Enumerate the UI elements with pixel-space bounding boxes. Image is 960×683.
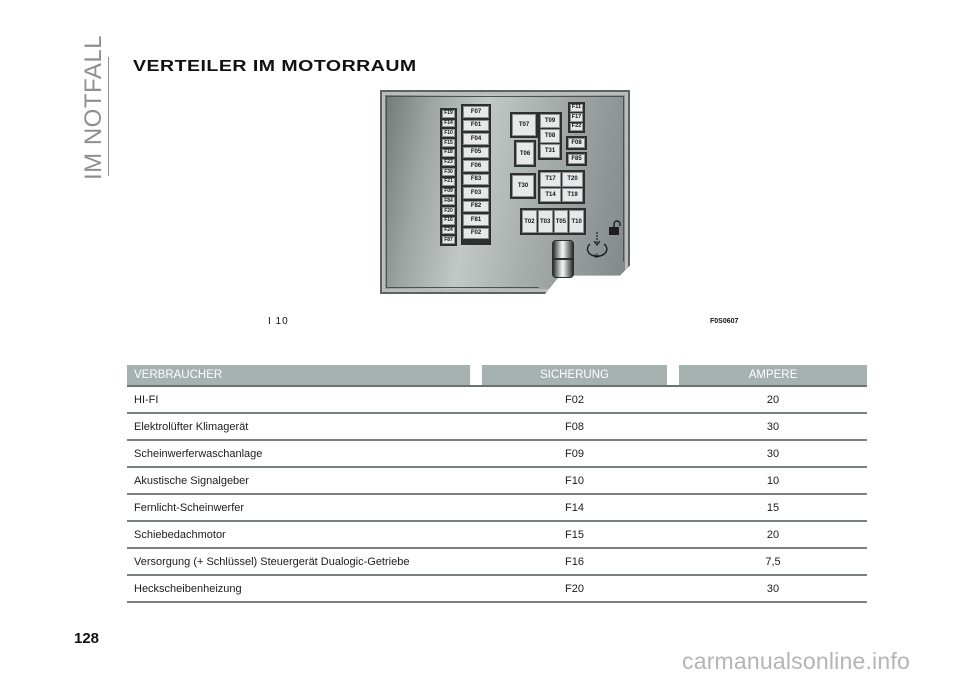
fuse-group-top-right bbox=[568, 102, 585, 133]
consumer-cell: HI-FI bbox=[127, 386, 470, 413]
relay-stack bbox=[538, 112, 562, 160]
ampere-cell: 15 bbox=[679, 494, 867, 521]
relay-label: T10 bbox=[569, 210, 584, 233]
cell-gap bbox=[667, 575, 679, 602]
table-row bbox=[127, 521, 867, 548]
fuse: F18 bbox=[442, 149, 455, 157]
cell-gap bbox=[667, 521, 679, 548]
fuse: F22 bbox=[571, 123, 582, 130]
consumer-cell: Schiebedachmotor bbox=[127, 521, 470, 548]
fuse: F10 bbox=[442, 129, 455, 137]
column-gap bbox=[667, 365, 679, 386]
fuse: F14 bbox=[442, 120, 455, 128]
consumer-cell: Elektrolüfter Klimagerät bbox=[127, 413, 470, 440]
rotate-icon bbox=[583, 230, 611, 260]
large-fuse-column bbox=[461, 104, 491, 245]
relay-label: T19 bbox=[562, 188, 583, 203]
fuse: F82 bbox=[463, 201, 489, 213]
table-row bbox=[127, 413, 867, 440]
fuse-cell: F14 bbox=[482, 494, 667, 521]
fuse: F02 bbox=[463, 228, 489, 240]
fuse-f85 bbox=[566, 152, 587, 166]
cell-gap bbox=[470, 413, 482, 440]
fuse: F87 bbox=[442, 236, 455, 244]
consumer-cell: Heckscheibenheizung bbox=[127, 575, 470, 602]
fuse: F83 bbox=[463, 174, 489, 186]
ampere-cell: 10 bbox=[679, 467, 867, 494]
small-fuse-column bbox=[440, 108, 457, 246]
relay-label: T20 bbox=[562, 172, 583, 187]
fuse: F11 bbox=[571, 104, 582, 111]
fuse: F30 bbox=[442, 168, 455, 176]
cell-gap bbox=[470, 575, 482, 602]
fuse-cell: F16 bbox=[482, 548, 667, 575]
page-title: VERTEILER IM MOTORRAUM bbox=[133, 58, 417, 75]
cell-gap bbox=[667, 440, 679, 467]
fuse: F01 bbox=[463, 120, 489, 132]
fuse: F85 bbox=[568, 154, 585, 164]
cell-gap bbox=[667, 467, 679, 494]
fuse-f08 bbox=[566, 136, 587, 150]
fuse-cell: F08 bbox=[482, 413, 667, 440]
fuse-cell: F10 bbox=[482, 467, 667, 494]
section-divider bbox=[108, 57, 109, 176]
fuse: F04 bbox=[463, 133, 489, 145]
column-header-ampere: AMPERE bbox=[679, 365, 867, 386]
relay-t30 bbox=[510, 173, 536, 199]
column-gap bbox=[470, 365, 482, 386]
relay-label: T30 bbox=[512, 175, 534, 197]
table-row bbox=[127, 494, 867, 521]
section-label: IM NOTFALL bbox=[80, 34, 107, 180]
fuse-cell: F09 bbox=[482, 440, 667, 467]
cylinder-knob-icon bbox=[552, 240, 574, 278]
fuse: F03 bbox=[463, 187, 489, 199]
fuse: F06 bbox=[463, 160, 489, 172]
relay-label: T05 bbox=[554, 210, 569, 233]
ampere-cell: 7,5 bbox=[679, 548, 867, 575]
ampere-cell: 30 bbox=[679, 575, 867, 602]
relay-label: T07 bbox=[512, 114, 536, 136]
cell-gap bbox=[667, 494, 679, 521]
relay-label: T02 bbox=[522, 210, 537, 233]
ampere-cell: 30 bbox=[679, 440, 867, 467]
fuse: F05 bbox=[463, 147, 489, 159]
fuse-table bbox=[127, 365, 867, 603]
consumer-cell: Versorgung (+ Schlüssel) Steuergerät Dualogic-Getriebe bbox=[127, 548, 470, 575]
relay-label: T31 bbox=[540, 144, 560, 158]
cell-gap bbox=[470, 548, 482, 575]
relay-row bbox=[520, 208, 586, 235]
fuse: F09 bbox=[442, 188, 455, 196]
fuse-cell: F15 bbox=[482, 521, 667, 548]
fuse: F21 bbox=[442, 178, 455, 186]
relay-label: T03 bbox=[538, 210, 553, 233]
watermark-link[interactable]: carmanualsonline.info bbox=[682, 648, 910, 674]
table-header-row bbox=[127, 365, 867, 386]
figure-number: I 10 bbox=[268, 316, 289, 327]
figure-code: F0S0607 bbox=[710, 318, 739, 325]
fuse-cell: F20 bbox=[482, 575, 667, 602]
fuse: F81 bbox=[463, 214, 489, 226]
fuse-box-diagram bbox=[378, 88, 634, 298]
consumer-cell: Scheinwerferwaschanlage bbox=[127, 440, 470, 467]
fuse: F17 bbox=[571, 113, 582, 120]
fuse: F20 bbox=[442, 207, 455, 215]
table-row bbox=[127, 440, 867, 467]
relay-label: T14 bbox=[540, 188, 561, 203]
table-row bbox=[127, 467, 867, 494]
cell-gap bbox=[470, 386, 482, 413]
page-number: 128 bbox=[74, 630, 100, 647]
fuse: F15 bbox=[442, 139, 455, 147]
cell-gap bbox=[470, 494, 482, 521]
relay-t07 bbox=[510, 112, 538, 138]
consumer-cell: Fernlicht-Scheinwerfer bbox=[127, 494, 470, 521]
cell-gap bbox=[470, 467, 482, 494]
table-row bbox=[127, 386, 867, 413]
ampere-cell: 20 bbox=[679, 386, 867, 413]
fuse: F84 bbox=[442, 197, 455, 205]
fuse: F19 bbox=[442, 110, 455, 118]
fuse: F23 bbox=[442, 159, 455, 167]
relay-t06 bbox=[514, 140, 536, 167]
svg-text:2: 2 bbox=[595, 254, 599, 260]
fuse-cell: F02 bbox=[482, 386, 667, 413]
column-header-fuse: SICHERUNG bbox=[482, 365, 667, 386]
fuse-box-housing bbox=[380, 90, 630, 294]
relay-label: T17 bbox=[540, 172, 561, 187]
cell-gap bbox=[470, 521, 482, 548]
table-row bbox=[127, 575, 867, 602]
fuse: F16 bbox=[442, 217, 455, 225]
fuse: F08 bbox=[568, 138, 585, 148]
column-header-consumer: VERBRAUCHER bbox=[127, 365, 470, 386]
cell-gap bbox=[667, 548, 679, 575]
relay-label: T09 bbox=[540, 114, 560, 128]
cell-gap bbox=[667, 386, 679, 413]
ampere-cell: 20 bbox=[679, 521, 867, 548]
relay-label: T08 bbox=[540, 129, 560, 143]
fuse: F07 bbox=[463, 106, 489, 118]
relay-grid bbox=[538, 170, 585, 204]
consumer-cell: Akustische Signalgeber bbox=[127, 467, 470, 494]
relay-label: T06 bbox=[516, 142, 534, 165]
table-row bbox=[127, 548, 867, 575]
fuse: F24 bbox=[442, 227, 455, 235]
cell-gap bbox=[667, 413, 679, 440]
lock-icon bbox=[608, 220, 622, 236]
ampere-cell: 30 bbox=[679, 413, 867, 440]
cell-gap bbox=[470, 440, 482, 467]
